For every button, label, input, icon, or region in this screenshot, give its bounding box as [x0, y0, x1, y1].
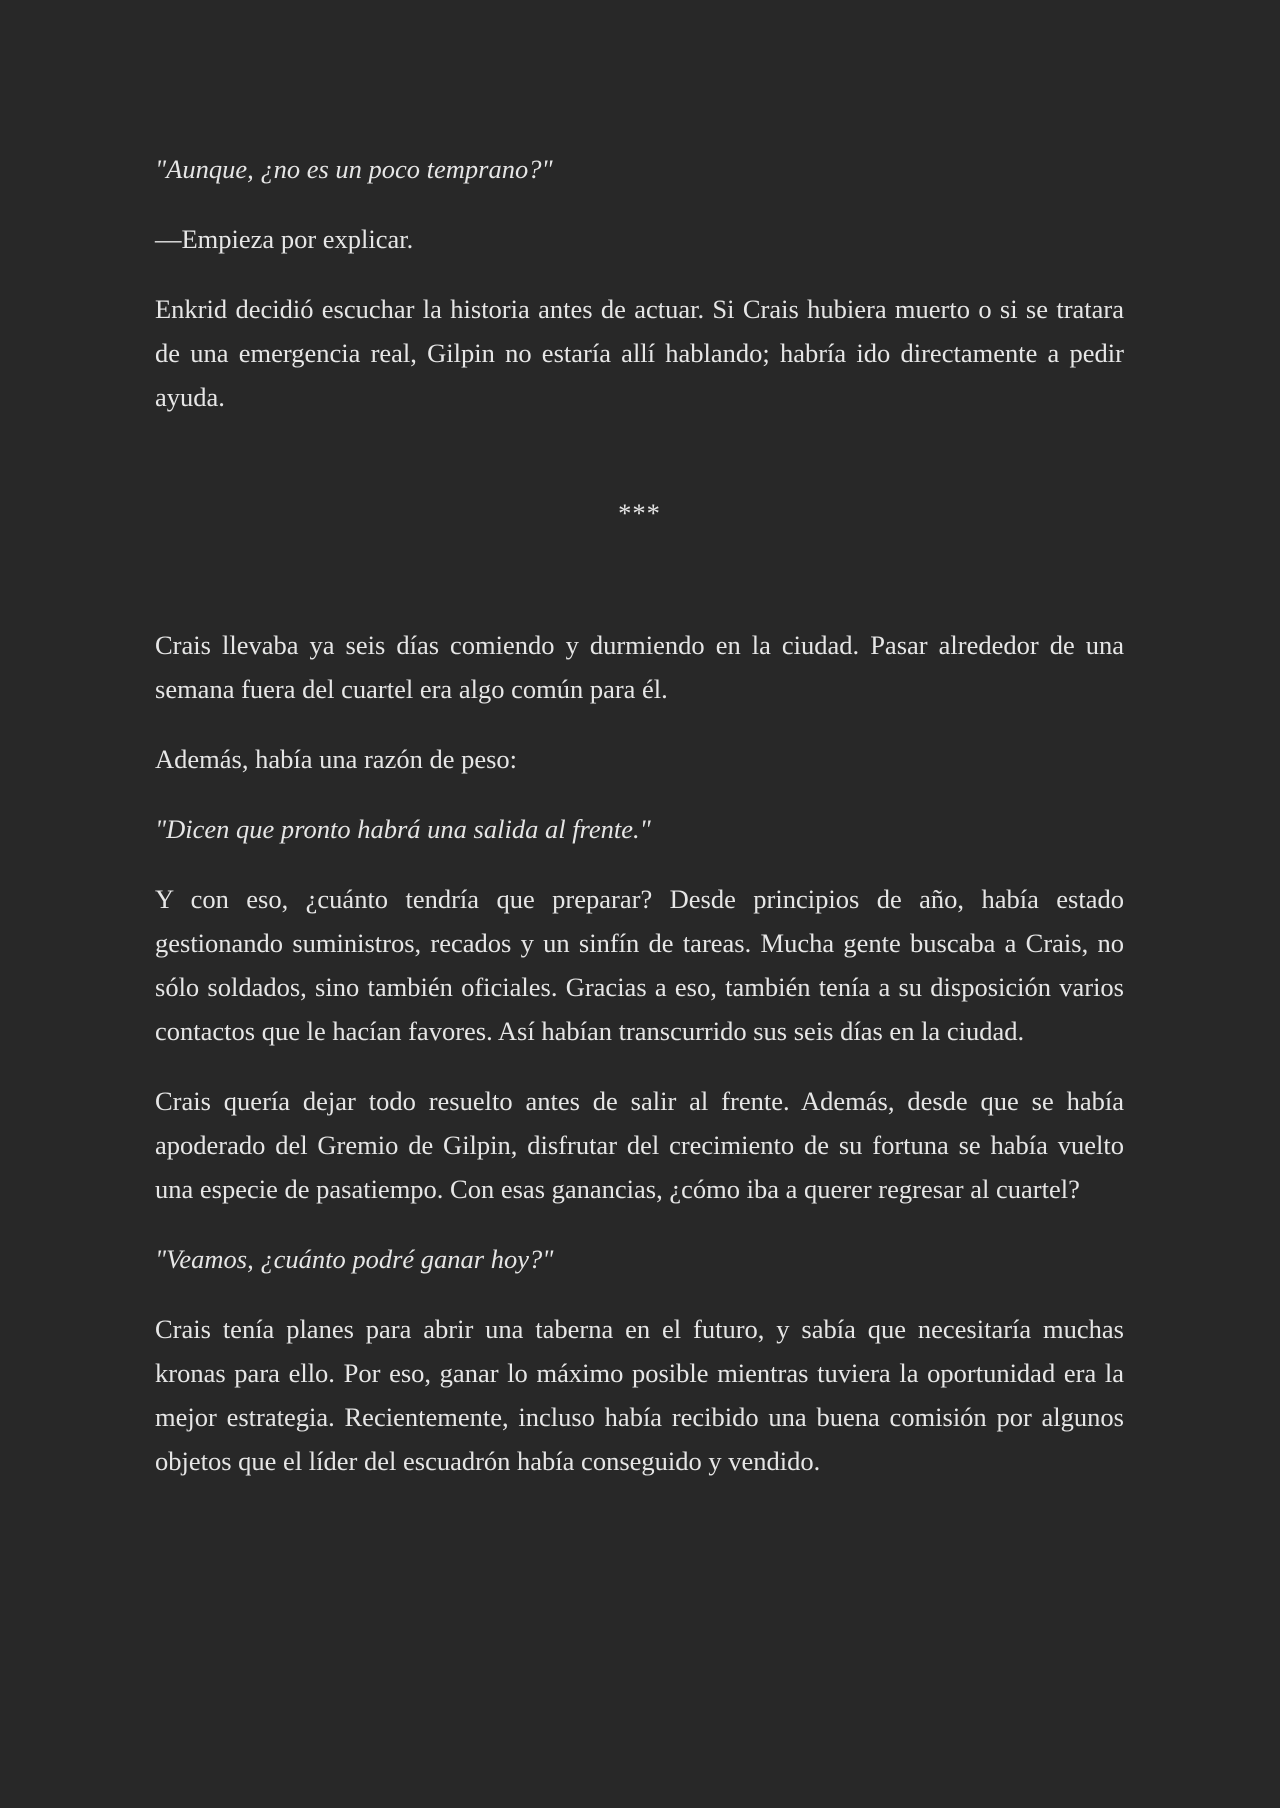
paragraph: Además, había una razón de peso:: [155, 744, 518, 774]
paragraph: Y con eso, ¿cuánto tendría que preparar? Desde principios de año, había estado gestionando suministros, recados y un sinfín de tareas. Mucha gente buscaba a Crais, no sólo soldados, sino también oficiales. Gracias a eso, también tenía a su disposición varios contactos que le hacían favores. Así habían transcurrido sus seis días en la ciudad.: [155, 884, 1124, 1046]
scene-break: ***: [618, 498, 661, 528]
dialogue-line: "Dicen que pronto habrá una salida al frente.": [155, 814, 651, 844]
paragraph: —Empieza por explicar.: [155, 224, 414, 254]
document-page: [155, 147, 1124, 1509]
paragraph: Crais llevaba ya seis días comiendo y durmiendo en la ciudad. Pasar alrededor de una semana fuera del cuartel era algo común para él.: [155, 630, 1124, 704]
paragraph: Crais quería dejar todo resuelto antes de salir al frente. Además, desde que se había apoderado del Gremio de Gilpin, disfrutar del crecimiento de su fortuna se había vuelto una especie de pasatiempo. Con esas ganancias, ¿cómo iba a querer regresar al cuartel?: [155, 1086, 1124, 1204]
dialogue-line: "Veamos, ¿cuánto podré ganar hoy?": [155, 1244, 554, 1274]
dialogue-line: "Aunque, ¿no es un poco temprano?": [155, 154, 553, 184]
paragraph: Enkrid decidió escuchar la historia antes de actuar. Si Crais hubiera muerto o si se tratara de una emergencia real, Gilpin no estaría allí hablando; habría ido directamente a pedir ayuda.: [155, 294, 1124, 412]
paragraph: Crais tenía planes para abrir una taberna en el futuro, y sabía que necesitaría muchas kronas para ello. Por eso, ganar lo máximo posible mientras tuviera la oportunidad era la mejor estrategia. Recientemente, incluso había recibido una buena comisión por algunos objetos que el líder del escuadrón había conseguido y vendido.: [155, 1314, 1124, 1476]
